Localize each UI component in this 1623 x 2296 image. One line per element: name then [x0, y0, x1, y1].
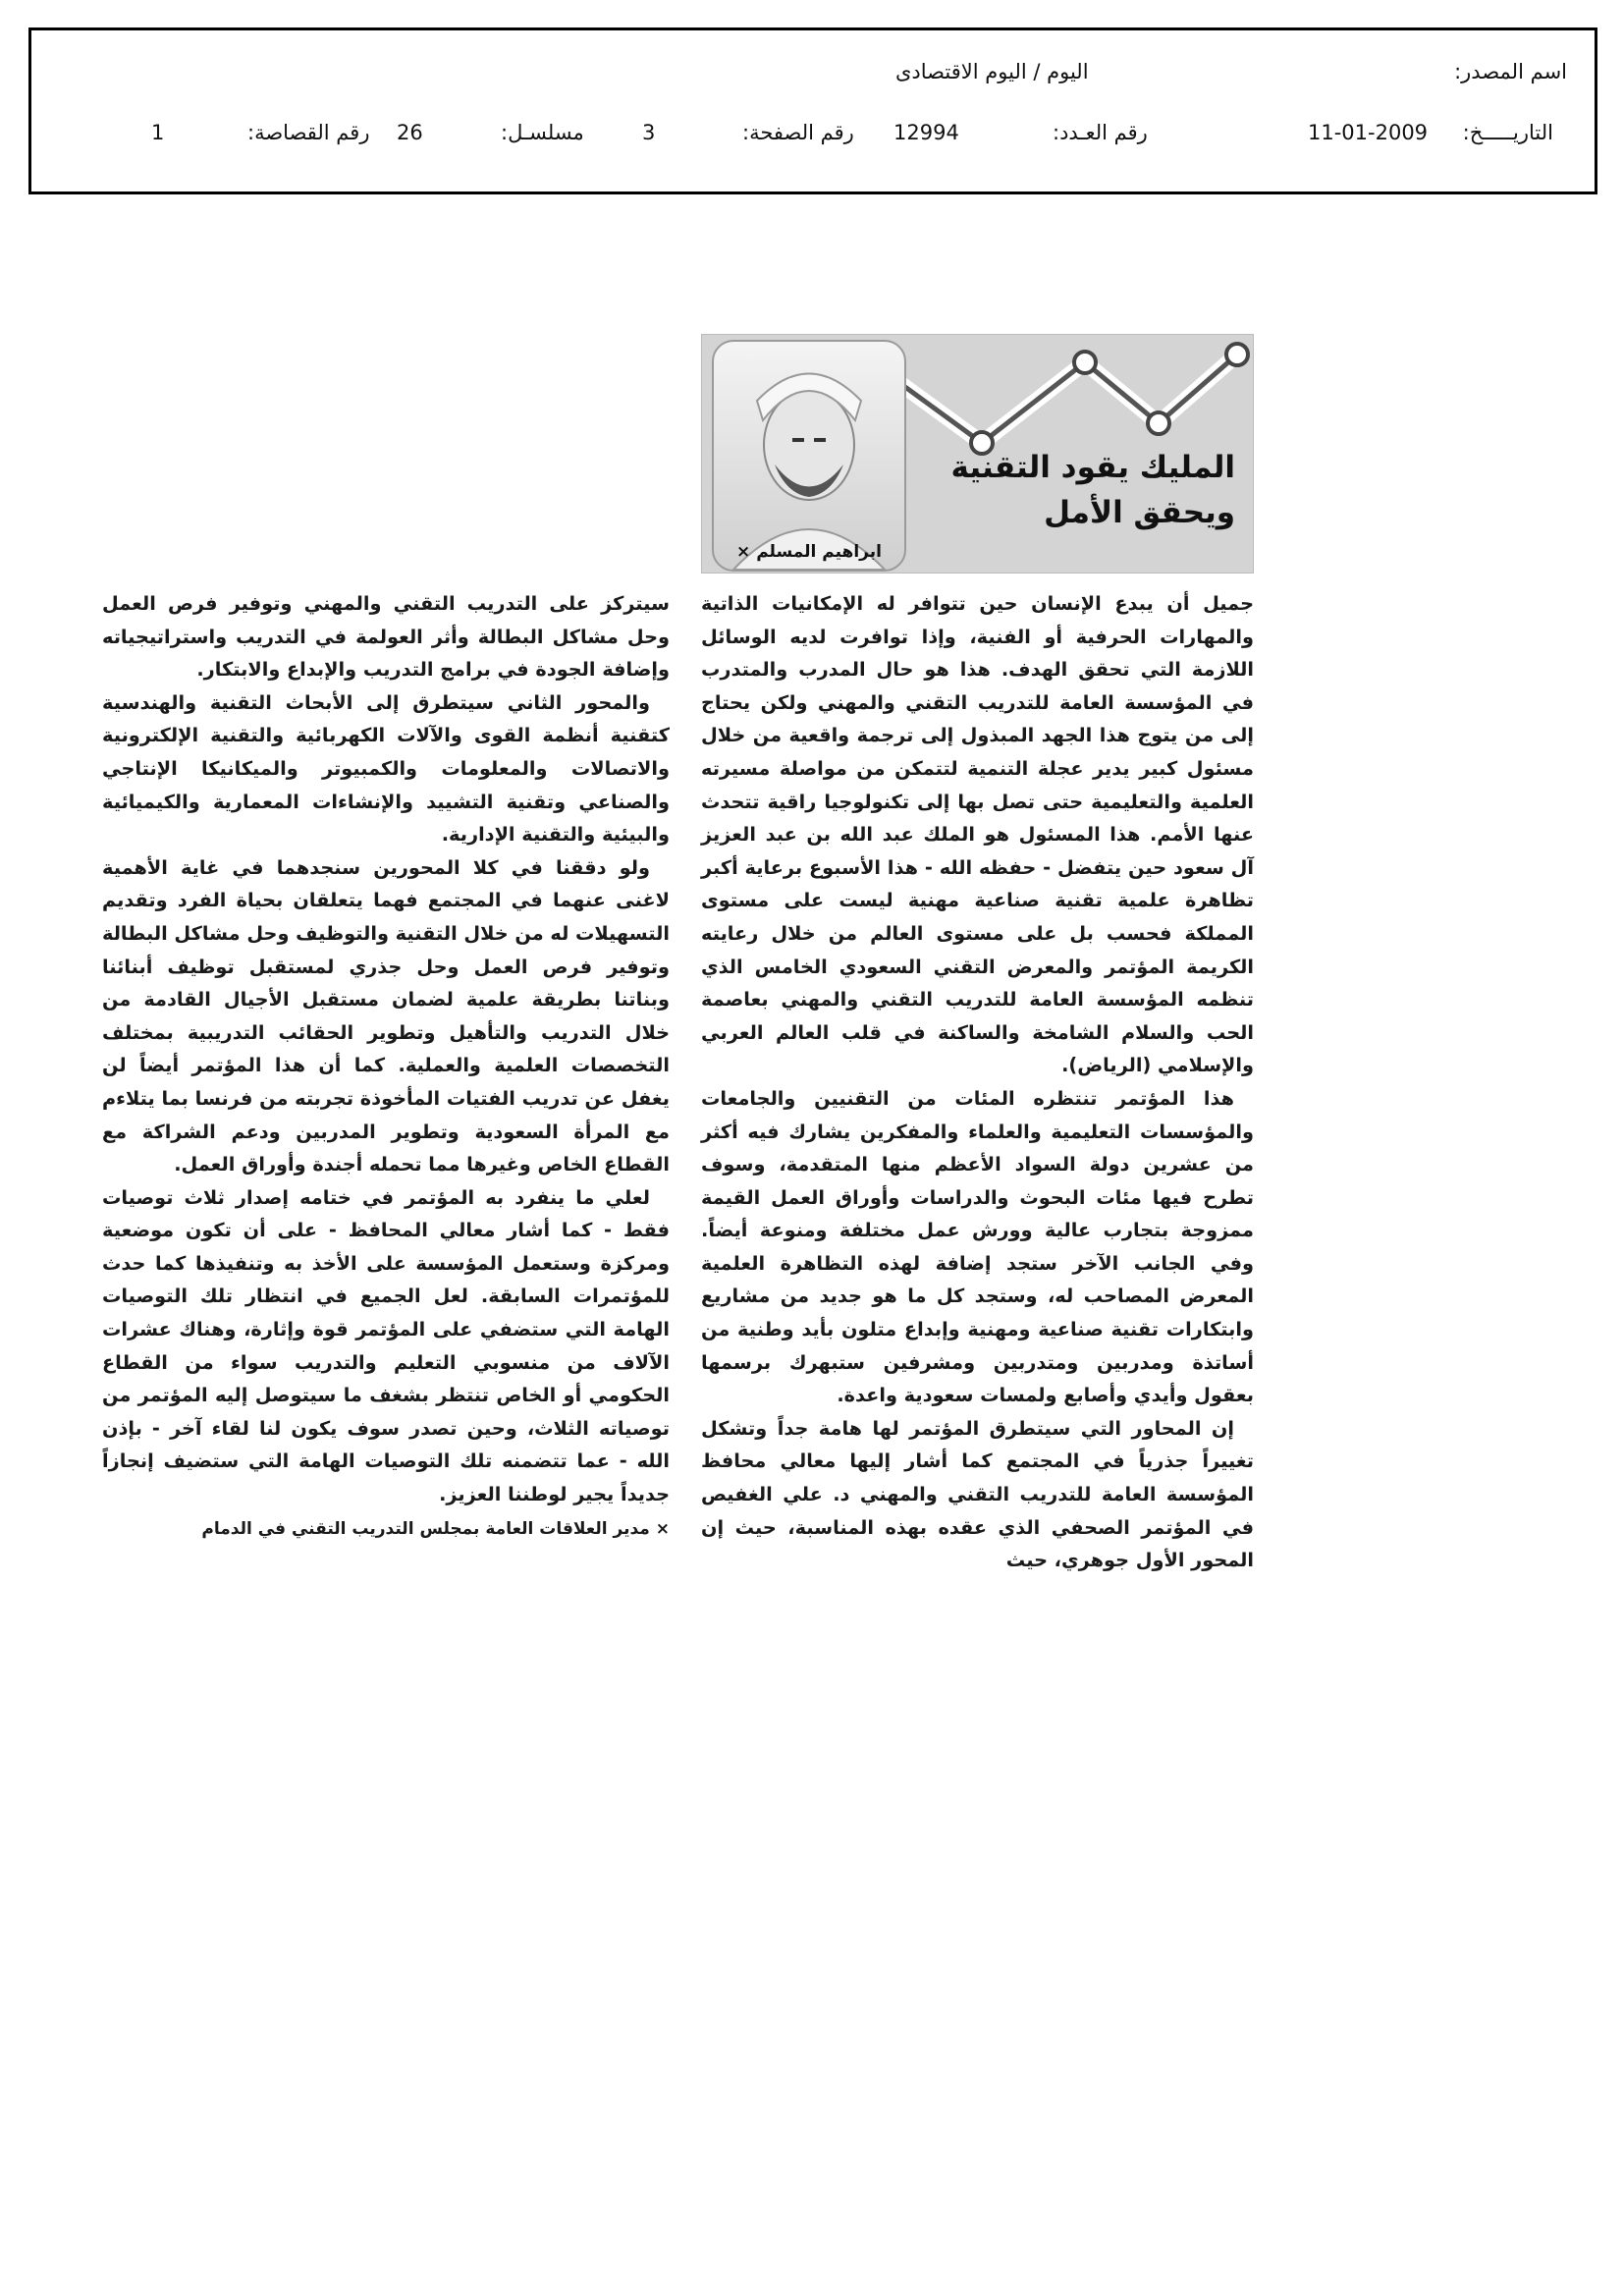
date-value: 11-01-2009 — [1308, 121, 1429, 144]
issue-value: 12994 — [893, 121, 959, 144]
author-photo — [712, 340, 906, 572]
author-portrait-icon — [714, 342, 904, 570]
page-value: 3 — [642, 121, 656, 144]
serial-label: مسلسـل: — [501, 121, 584, 144]
author-caption: ابراهيم المسلم × — [736, 542, 882, 562]
paragraph: لعلي ما ينفرد به المؤتمر في ختامه إصدار ثلاث توصيات فقط - كما أشار معالي المحافظ - على أن تكون موضعية ومركزة وستعمل المؤسسة على الأخذ به وتنفيذها كما حدث للمؤتمرات السابقة. لعل الجميع في انتظار تلك التوصيات الهامة التي ستضفي على المؤتمر قوة وإثارة، وهناك عشرات الآلاف من منسوبي التعليم والتدريب سواء من القطاع الحكومي أو الخاص تنتظر بشغف ما سيتوصل إليه المؤتمر من توصياته الثلاث، وحين تصدر سوف يكون لنا لقاء آخر - بإذن الله - عما تتضمنه تلك التوصيات الهامة التي ستضيف إنجازاً جديداً يجير لوطننا العزيز. — [102, 1185, 670, 1506]
article-title — [951, 445, 1235, 535]
paragraph: هذا المؤتمر تنتظره المئات من التقنيين والجامعات والمؤسسات التعليمية والعلماء والمفكرين يشارك فيه أكثر من عشرين دولة السواد الأعظم منها المتقدمة، وسوف تطرح فيها مئات البحوث والدراسات وأوراق العمل القيمة ممزوجة بتجارب عالية وورش عمل مختلفة ومنوعة أيضاً. وفي الجانب الآخر ستجد إضافة لهذه التظاهرة العلمية المعرض المصاحب له، وستجد كل ما هو جديد من مشاريع وابتكارات تقنية صناعية ومهنية وإبداع متلون بأيد وطنية من أساتذة ومدربين ومتدربين ومشرفين ستبهرك برسمها بعقول وأيدي وأصابع ولمسات سعودية واعدة. — [701, 1086, 1254, 1407]
paragraph: إن المحاور التي سيتطرق المؤتمر لها هامة جداً وتشكل تغييراً جذرياً في المجتمع كما أشار إليها معالي محافظ المؤسسة العامة للتدريب التقني والمهني د. علي الغفيص في المؤتمر الصحفي الذي عقده بهذه المناسبة، حيث إن المحور الأول جوهري، حيث — [701, 1416, 1254, 1572]
paragraph: سيتركز على التدريب التقني والمهني وتوفير فرص العمل وحل مشاكل البطالة وأثر العولمة في التدريب واستراتيجياته وإضافة الجودة في برامج التدريب والإبداع والابتكار. — [102, 592, 670, 682]
clip-value: 1 — [151, 121, 165, 144]
issue-label: رقم العـدد: — [1053, 121, 1148, 144]
serial-value: 26 — [397, 121, 423, 144]
paragraph: جميل أن يبدع الإنسان حين تتوافر له الإمكانيات الذاتية والمهارات الحرفية أو الفنية، وإذا توافرت لديه الوسائل اللازمة التي تحقق الهدف. هذا هو حال المدرب والمتدرب في المؤسسة العامة للتدريب التقني والمهني ولكن يحتاج إلى من يتوج هذا الجهد المبذول إلى ترجمة واقعية من خلال مسئول كبير يدير عجلة التنمية لتتمكن من مواصلة مسيرته العلمية والتعليمية حتى تصل بها إلى تكنولوجيا راقية تتحدث عنها الأمم. هذا المسئول هو الملك عبد الله بن عبد العزيز آل سعود حين يتفضل - حفظه الله - هذا الأسبوع برعاية أكبر تظاهرة علمية تقنية صناعية مهنية ليست على مستوى المملكة فحسب بل على مستوى العالم من خلال رعايته الكريمة المؤتمر والمعرض التقني السعودي الخامس الذي تنظمه المؤسسة العامة للتدريب التقني والمهني بعاصمة الحب والسلام الشامخة والساكنة في قلب العالم العربي والإسلامي (الرياض). — [701, 592, 1254, 1077]
date-label: التاريـــــخ: — [1462, 121, 1553, 144]
source-value: اليوم / اليوم الاقتصادى — [895, 60, 1089, 83]
author-footnote: × مدير العلاقات العامة بمجلس التدريب التقني في الدمام — [201, 1518, 670, 1539]
paragraph: ولو دققنا في كلا المحورين سنجدهما في غاية الأهمية لاغنى عنهما في المجتمع فهما يتعلقان بحياة الفرد وتقديم التسهيلات له من خلال التقنية والتوظيف وحل مشاكل البطالة وتوفير فرص العمل وحل جذري لمستقبل توظيف أبنائنا وبناتنا بطريقة علمية لضمان مستقبل الأجيال القادمة من خلال التدريب والتأهيل وتطوير الحقائب التدريبية بمختلف التخصصات العلمية والعملية. كما أن هذا المؤتمر أيضاً لن يغفل عن تدريب الفتيات المأخوذة تجربته من فرنسا بما يتلاءم مع المرأة السعودية وتطوير المدربين ودعم الشراكة مع القطاع الخاص وغيرها مما تحمله أجندة وأوراق العمل. — [102, 855, 670, 1176]
article-banner — [701, 334, 1254, 574]
article-column-right — [701, 587, 1254, 1577]
source-label: اسم المصدر: — [1454, 60, 1567, 83]
article-title-line1: المليك يقود التقنية — [950, 450, 1235, 485]
article-title-line2: ويحقق الأمل — [1044, 495, 1235, 530]
document-header-box — [28, 27, 1597, 194]
clip-label: رقم القصاصة: — [247, 121, 370, 144]
paragraph: والمحور الثاني سيتطرق إلى الأبحاث التقنية والهندسية كتقنية أنظمة القوى والآلات الكهربائية والتقنية الإلكترونية والاتصالات والمعلومات والكمبيوتر والميكانيكا الإنتاجي والصناعي وتقنية التشييد والإنشاءات المعمارية والكيميائية والبيئية والتقنية الإدارية. — [102, 690, 670, 847]
page-label: رقم الصفحة: — [742, 121, 854, 144]
article-column-left — [102, 587, 670, 1546]
